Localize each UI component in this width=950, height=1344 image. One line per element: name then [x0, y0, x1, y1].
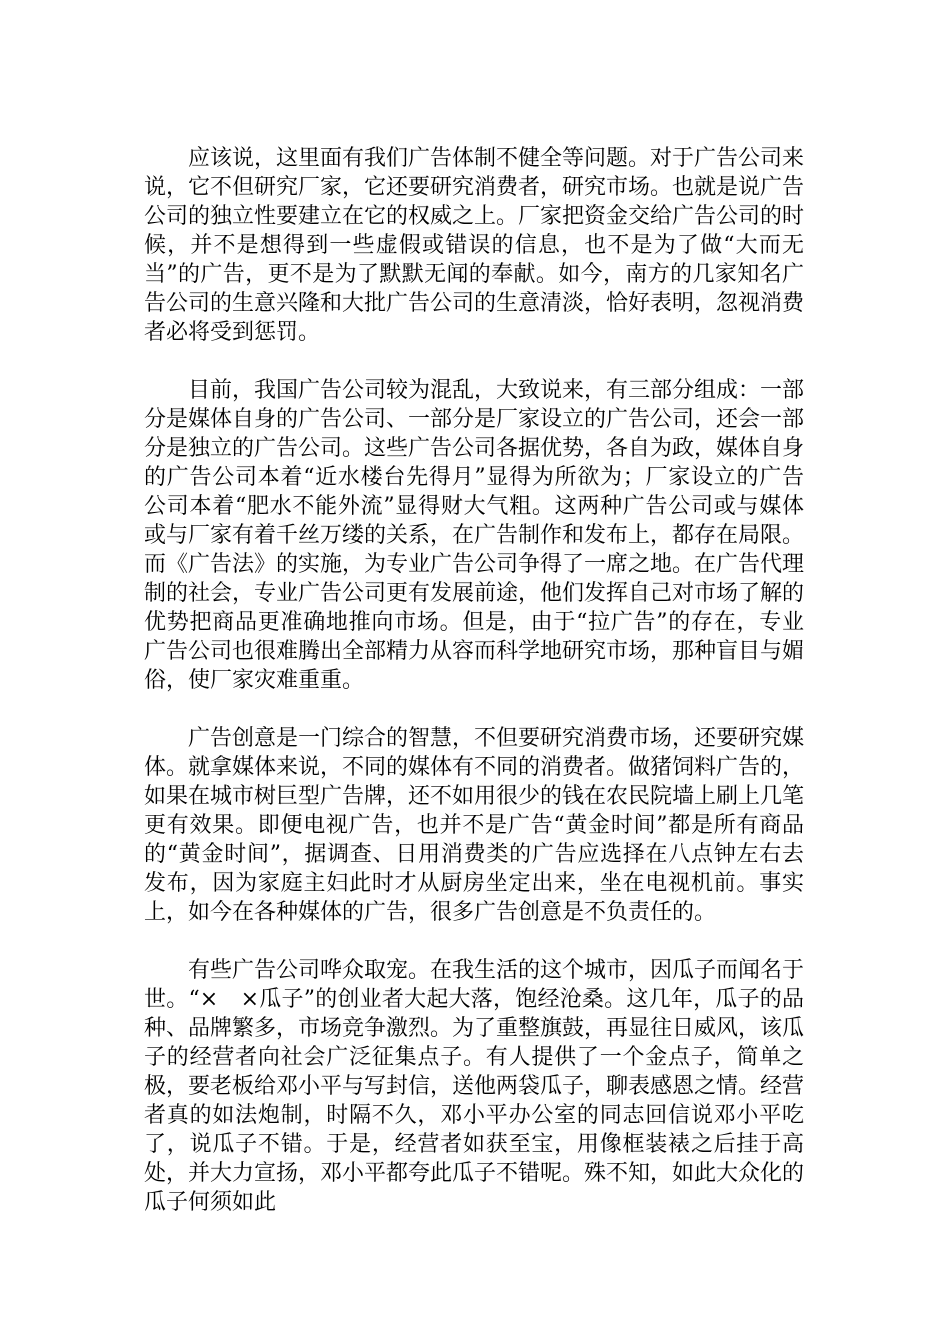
document-body [144, 144, 804, 1246]
paragraph-4: 有些广告公司哗众取宠。在我生活的这个城市，因瓜子而闻名于世。“× ×瓜子”的创业者大起大落，饱经沧桑。这几年，瓜子的品种、品牌繁多，市场竞争激烈。为了重整旗鼓，再显往日威风，该瓜子的经营者向社会广泛征集点子。有人提供了一个金点子，简单之极，要老板给邓小平与写封信，送他两袋瓜子，聊表感恩之情。经营者真的如法炮制，时隔不久，邓小平办公室的同志回信说邓小平吃了，说瓜子不错。于是，经营者如获至宝，用像框装裱之后挂于高处，并大力宣扬，邓小平都夸此瓜子不错呢。殊不知，如此大众化的瓜子何须如此 [144, 958, 805, 1215]
paragraph-3: 广告创意是一门综合的智慧，不但要研究消费市场，还要研究媒体。就拿媒体来说，不同的媒体有不同的消费者。做猪饲料广告的，如果在城市树巨型广告牌，还不如用很少的钱在农民院墙上刷上几笔更有效果。即便电视广告，也并不是广告“黄金时间”都是所有商品的“黄金时间”，据调查、日用消费类的广告应选择在八点钟左右去发布，因为家庭主妇此时才从厨房坐定出来，坐在电视机前。事实上，如今在各种媒体的广告，很多广告创意是不负责任的。 [144, 726, 805, 925]
paragraph-1: 应该说，这里面有我们广告体制不健全等问题。对于广告公司来说，它不但研究厂家，它还要研究消费者，研究市场。也就是说广告公司的独立性要建立在它的权威之上。厂家把资金交给广告公司的时候，并不是想得到一些虚假或错误的信息，也不是为了做“大而无当”的广告，更不是为了默默无闻的奉献。如今，南方的几家知名广告公司的生意兴隆和大批广告公司的生意清淡，恰好表明，忽视消费者必将受到惩罚。 [144, 146, 805, 345]
paragraph-2: 目前，我国广告公司较为混乱，大致说来，有三部分组成：一部分是媒体自身的广告公司、一部分是厂家设立的广告公司，还会一部分是独立的广告公司。这些广告公司各据优势，各自为政，媒体自身的广告公司本着“近水楼台先得月”显得为所欲为；厂家设立的广告公司本着“肥水不能外流”显得财大气粗。这两种广告公司或与媒体或与厂家有着千丝万缕的关系，在广告制作和发布上，都存在局限。而《广告法》的实施，为专业广告公司争得了一席之地。在广告代理制的社会，专业广告公司更有发展前途，他们发挥自己对市场了解的优势把商品更准确地推向市场。但是，由于“拉广告”的存在，专业广告公司也很难腾出全部精力从容而科学地研究市场，那种盲目与媚俗，使厂家灾难重重。 [144, 378, 805, 693]
